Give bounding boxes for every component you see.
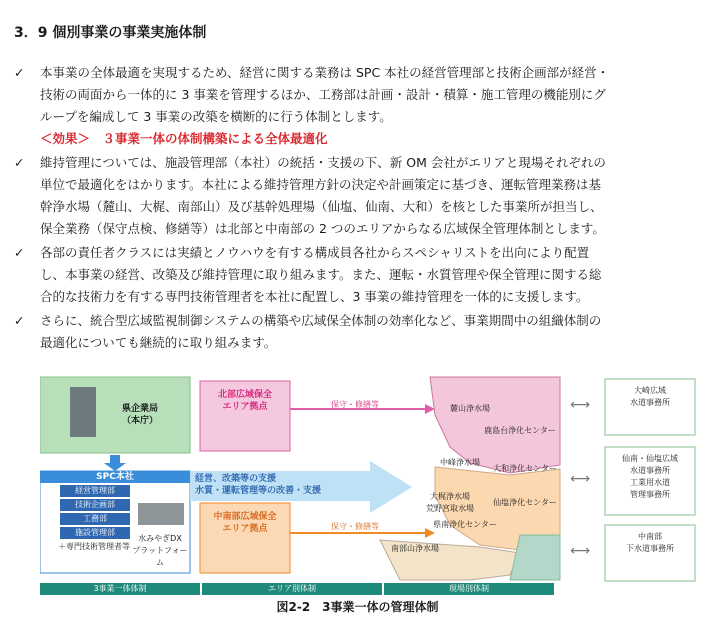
spc-item-3: 工務部 xyxy=(83,514,107,523)
spc-note: ＋専門技術管理者等 xyxy=(58,542,130,551)
figure-caption: 図2-2 3事業一体の管理体制 xyxy=(276,600,439,614)
place-label: 大和浄化センター xyxy=(493,464,557,473)
place-label: 荒野宮取水場 xyxy=(426,504,474,513)
p2-line2: 単位で最適化をはかります。本社による維持管理方針の決定や計画策定に基づき、運転管理業務は基 xyxy=(40,177,602,192)
check-icon: ✓ xyxy=(14,155,25,170)
section-heading: 3．9 個別事業の事業実施体制 xyxy=(14,25,207,41)
p3-line3: 合的な技術力を有する専門技術管理者を本社に配置し、3 事業の維持管理を一体的に支援します。 xyxy=(40,289,589,304)
south-base-label: 中南部広域保全 エリア拠点 xyxy=(213,512,277,534)
effect-line: ＜効果＞ ３事業一体の体制構築による全体最適化 xyxy=(40,131,328,146)
building-icon xyxy=(70,387,96,437)
place-label: 南部山浄水場 xyxy=(391,544,439,553)
south-maint-label: 保守・修繕等 xyxy=(331,522,379,531)
p3-line1: 各部の責任者クラスには実績とノウハウを有する構成員各社からスペシャリストを出向により配置 xyxy=(40,245,590,260)
arrow-down-icon xyxy=(104,455,126,471)
north-base-label: 北部広域保全 エリア拠点 xyxy=(217,390,272,412)
office-3-label: 中南部 下水道事務所 xyxy=(626,532,674,553)
office-1-label: 大崎広域 水道事務所 xyxy=(630,386,670,407)
place-label: 大梶浄水場 xyxy=(430,492,470,501)
p4-line1: さらに、統合型広域監視制御システムの構築や広域保全体制の効率化など、事業期間中の組織体制の xyxy=(40,313,602,328)
p2-line4: 保全業務（保守点検、修繕等）は北部と中南部の 2 つのエリアからなる広域保全管理体制とします。 xyxy=(40,221,605,236)
pref-label: 県企業局 （本庁） xyxy=(121,404,158,426)
p2-line1: 維持管理については、施設管理部（本社）の統括・支援の下、新 OM 会社がエリアと現場それぞれの xyxy=(40,155,606,170)
svg-text:⟷: ⟷ xyxy=(570,471,591,487)
svg-text:⟷: ⟷ xyxy=(570,397,591,413)
organization-figure xyxy=(40,375,700,615)
spc-title: SPC本社 xyxy=(96,472,134,482)
north-maint-label: 保守・修繕等 xyxy=(331,400,379,409)
p2-line3: 幹浄水場（麓山、大梶、南部山）及び基幹処理場（仙塩、仙南、大和）を核とした事業所が担当し、 xyxy=(40,199,603,214)
p3-line2: し、本事業の経営、改築及び維持管理に取り組みます。また、運転・水質管理や保全管理に関する総 xyxy=(40,267,602,282)
platform-label: 水みやぎDX プラットフォーム xyxy=(132,534,188,567)
check-icon: ✓ xyxy=(14,245,25,260)
bottom-bar-1: 3事業一体体制 xyxy=(93,584,147,593)
svg-text:⟷: ⟷ xyxy=(570,543,591,559)
check-icon: ✓ xyxy=(14,65,25,80)
p1-line2: 技術の両面から一体的に 3 事業を管理するほか、工務部は計画・設計・積算・施工管理の機能別にグ xyxy=(40,87,606,102)
p1-line1: 本事業の全体最適を実現するため、経営に関する業務は SPC 本社の経営管理部と技術企画部が経営・ xyxy=(40,65,610,80)
place-label: 中峰浄水場 xyxy=(440,458,480,467)
place-label: 県南浄化センター xyxy=(433,520,497,529)
place-label: 麓山浄水場 xyxy=(450,404,490,413)
platform-icon xyxy=(138,503,184,525)
check-icon: ✓ xyxy=(14,313,25,328)
office-2-label: 仙南・仙塩広域 水道事務所 工業用水道 管理事務所 xyxy=(622,454,678,499)
support-label: 経営、改築等の支援 水質・運転管理等の改善・支援 xyxy=(195,474,322,496)
bottom-bar-2: エリア別体制 xyxy=(268,584,316,593)
p4-line2: 最適化についても継続的に取り組みます。 xyxy=(40,335,277,350)
p1-line3: ループを編成して 3 事業の改築を横断的に行う体制とします。 xyxy=(40,109,392,124)
place-label: 鹿島台浄化センター xyxy=(484,426,556,435)
bottom-bar-3: 現場別体制 xyxy=(449,584,489,593)
place-label: 仙塩浄化センター xyxy=(493,498,557,507)
spc-item-1: 経営管理部 xyxy=(75,486,115,495)
spc-item-4: 施設管理部 xyxy=(75,528,115,537)
spc-item-2: 技術企画部 xyxy=(75,500,115,509)
